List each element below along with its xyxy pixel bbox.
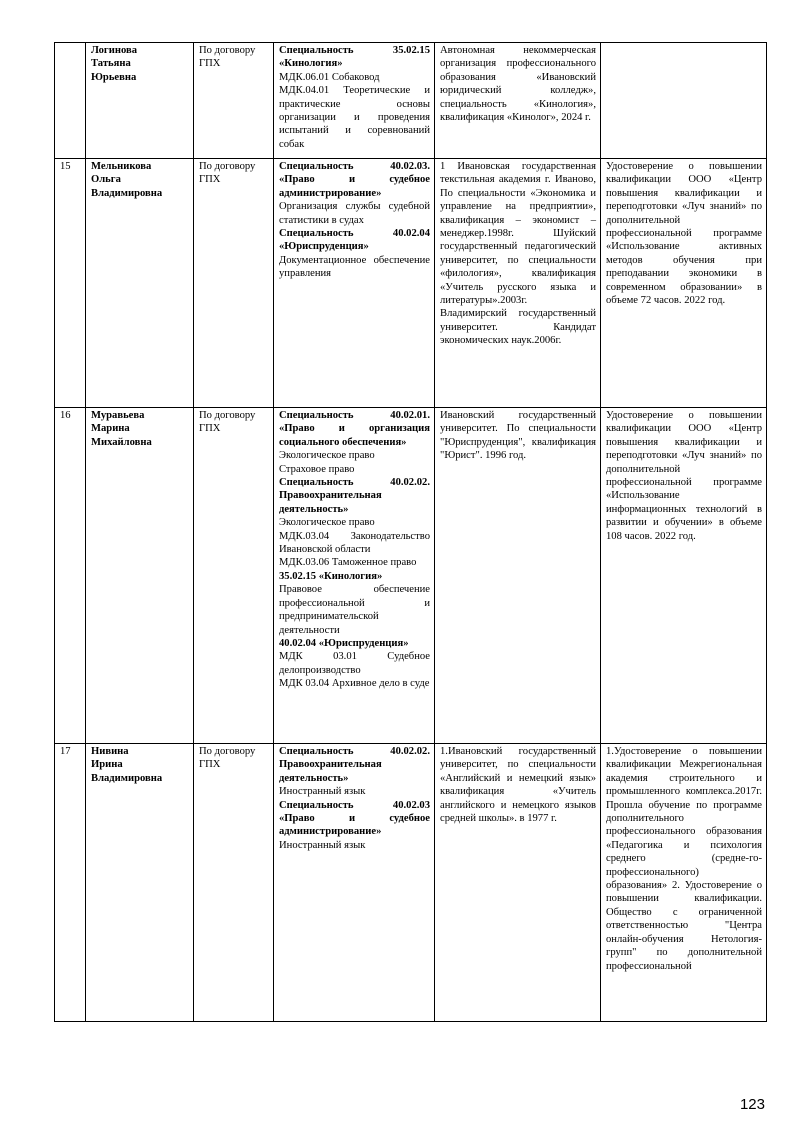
specialty-heading: Специальность 40.02.02. Правоохранительная деятельность» — [279, 477, 430, 515]
teacher-name-part: Муравьева — [91, 410, 145, 421]
teacher-name-part: Ирина — [91, 759, 123, 771]
teacher-name-part: Татьяна — [91, 58, 131, 70]
specialty-heading: Специальность 40.02.03 «Право и судебное администрирование» — [279, 799, 430, 838]
specialty-heading: Специальность 35.02.15 «Кинология» — [279, 45, 430, 70]
row-number: 15 — [55, 159, 86, 408]
qualification-cell — [601, 43, 767, 159]
qualification-cell: Удостоверение о повышении квалификации ООО «Центр повышения квалификации и переподготовки «Луч знаний» по дополнительной профессиональной программе «Использование информационных технологий в развитии и обучении» в объеме 108 часов. 2022 год. — [601, 408, 767, 744]
specialty-heading: Специальность 40.02.03. «Право и судебное администрирование» — [279, 161, 430, 199]
course-name: Правовое обеспечение профессиональной и предпринимательской деятельности — [279, 584, 430, 636]
specialty-heading: Специальность 40.02.01. «Право и организация социального обеспечения» — [279, 410, 430, 448]
qualification-cell: 1.Удостоверение о повышении квалификации Межрегиональная академия строительного и промышленного комплекса.2017г. Прошла обучение по программе дополнительного профессионального образования «Педагогика и психология среднего (средне-го-профессионального) образования» 2. Удостоверение о повышении квалификации. Общество с ограниченной ответственностью "Центра онлайн-обучения Нетология-групп" по дополнительной профессиональной — [601, 744, 767, 1022]
employment-basis: По договору ГПХ — [194, 43, 274, 159]
course-name: Экологическое право — [279, 517, 375, 529]
course-name: Экологическое право — [279, 450, 375, 462]
course-name: МДК.03.06 Таможенное право — [279, 557, 417, 569]
teacher-name-part: Михайловна — [91, 436, 152, 448]
teacher-name-part: Логинова — [91, 45, 137, 56]
teacher-name — [86, 408, 194, 744]
row-number — [55, 43, 86, 159]
education-cell: Ивановский государственный университет. По специальности "Юриспруденция", квалификация "Юрист". 1996 год. — [435, 408, 601, 744]
subjects-cell — [274, 408, 435, 744]
table-body — [55, 43, 767, 1022]
table-row — [55, 43, 767, 159]
table-row — [55, 744, 767, 1022]
specialty-heading: 40.02.04 «Юриспруденция» — [279, 637, 409, 649]
qualification-cell: Удостоверение о повышении квалификации ООО «Центр повышения квалификации и переподготовки «Луч знаний» по дополнительной профессиональной программе «Использование активных методов обучения при преподавании экономики в современном образовании» в объеме 72 часов. 2022 год. — [601, 159, 767, 408]
education-cell: 1.Ивановский государственный университет, по специальности «Английский и немецкий язык» квалификация «Учитель английского и немецкого языков средней школы». в 1977 г. — [435, 744, 601, 1022]
teacher-name-part: Владимировна — [91, 772, 163, 784]
subjects-cell — [274, 159, 435, 408]
course-name: МДК 03.04 Архивное дело в суде — [279, 678, 430, 690]
teacher-name-part: Юрьевна — [91, 71, 137, 83]
education-cell: Автономная некоммерческая организация профессионального образования «Ивановский юридический колледж», специальность «Кинология», квалификация «Кинолог», 2024 г. — [435, 43, 601, 159]
teacher-name-part: Марина — [91, 423, 130, 435]
staff-table — [54, 42, 767, 1022]
subjects-cell — [274, 744, 435, 1022]
course-name: МДК 03.01 Судебное делопроизводство — [279, 651, 430, 676]
course-name: Иностранный язык — [279, 786, 366, 798]
table-row — [55, 159, 767, 408]
course-name: Страховое право — [279, 463, 355, 475]
teacher-name-part: Нивина — [91, 746, 129, 757]
course-name: МДК.04.01 Теоретические и практические основы организации и проведения испытаний и соревнований собак — [279, 85, 430, 150]
course-name: Документационное обеспечение управления — [279, 254, 430, 280]
row-number: 16 — [55, 408, 86, 744]
teacher-name — [86, 43, 194, 159]
course-name: Организация службы судебной статистики в судах — [279, 201, 430, 226]
teacher-name — [86, 159, 194, 408]
course-name: МДК.06.01 Собаковод — [279, 71, 380, 83]
row-number: 17 — [55, 744, 86, 1022]
specialty-heading: Специальность 40.02.04 «Юриспруденция» — [279, 228, 430, 253]
specialty-heading: Специальность 40.02.02. Правоохранительная деятельность» — [279, 746, 430, 784]
employment-basis: По договору ГПХ — [194, 159, 274, 408]
table-row — [55, 408, 767, 744]
course-name: Иностранный язык — [279, 839, 366, 851]
teacher-name-part: Ольга — [91, 174, 121, 186]
education-cell: 1 Ивановская государственная текстильная академия г. Иваново, По специальности «Экономика и управление на предприятии», квалификация – экономист –менеджер.1998г. Шуйский государственный педагогический университет, по специальности «филология», квалификация «Учитель русского языка и литературы».2003г. Владимирский государственный университет. Кандидат экономических наук.2006г. — [435, 159, 601, 408]
course-name: МДК.03.04 Законодательство Ивановской области — [279, 530, 430, 556]
employment-basis: По договору ГПХ — [194, 408, 274, 744]
page-number: 123 — [739, 1096, 765, 1113]
teacher-name — [86, 744, 194, 1022]
employment-basis: По договору ГПХ — [194, 744, 274, 1022]
specialty-heading: 35.02.15 «Кинология» — [279, 570, 383, 582]
teacher-name-part: Мельникова — [91, 161, 152, 172]
teacher-name-part: Владимировна — [91, 187, 163, 199]
subjects-cell — [274, 43, 435, 159]
